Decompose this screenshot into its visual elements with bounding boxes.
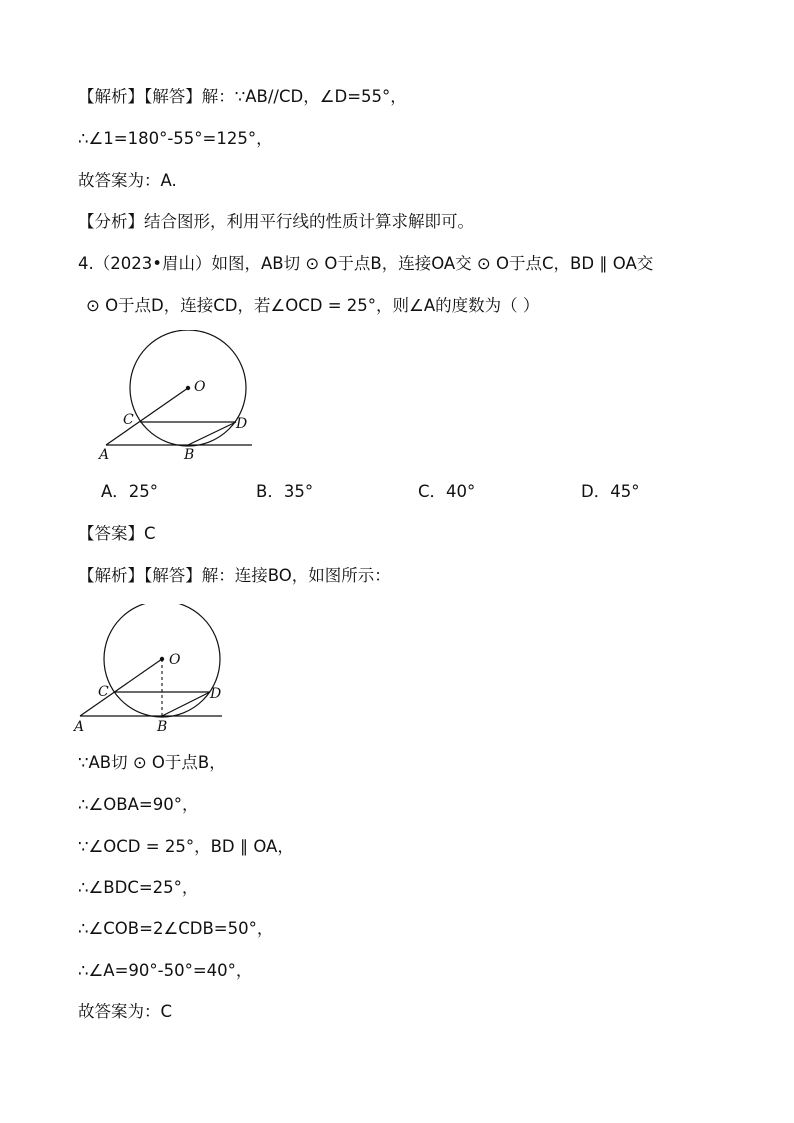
step-line: ∴∠A=90°-50°=40°， xyxy=(78,961,253,980)
analysis-line: 【解析】【解答】解：连接BO，如图所示： xyxy=(78,566,391,585)
label-c: C xyxy=(123,412,134,428)
step-line: ∴∠OBA=90°， xyxy=(78,795,199,814)
line-ao xyxy=(80,659,162,716)
step-line: ∵∠OCD = 25°，BD ∥ OA， xyxy=(78,837,294,856)
point-o xyxy=(186,386,190,390)
line-bd xyxy=(188,422,236,445)
label-d: D xyxy=(236,416,248,432)
label-c: C xyxy=(98,684,109,700)
choice-b: B．35° xyxy=(256,482,314,501)
choice-c: C．40° xyxy=(418,482,476,501)
choice-d: D．45° xyxy=(581,482,640,501)
label-b: B xyxy=(157,719,168,735)
label-o: O xyxy=(169,652,181,668)
choices-row xyxy=(0,481,794,503)
step-line: ∴∠COB=2∠CDB=50°， xyxy=(78,919,274,938)
label-o: O xyxy=(194,379,206,395)
choice-a: A．25° xyxy=(101,482,159,501)
text-line: ∴∠1=180°-55°=125°， xyxy=(78,129,273,148)
label-d: D xyxy=(210,686,222,702)
label-a: A xyxy=(74,719,85,735)
geometry-figure-1 xyxy=(96,330,266,465)
step-line: 故答案为：C xyxy=(78,1002,173,1021)
step-line: ∵AB切 ⊙ O于点B， xyxy=(78,753,226,772)
answer-line: 【答案】C xyxy=(78,524,156,543)
text-line: 【解析】【解答】解：∵AB//CD，∠D=55°， xyxy=(78,87,407,106)
point-o xyxy=(160,657,164,661)
text-line: 【分析】结合图形，利用平行线的性质计算求解即可。 xyxy=(78,212,474,231)
geometry-figure-2 xyxy=(70,604,240,739)
label-a: A xyxy=(99,447,110,463)
question-line: 4.（2023•眉山）如图，AB切 ⊙ O于点B，连接OA交 ⊙ O于点C，BD ∥ OA交 xyxy=(78,254,654,273)
step-line: ∴∠BDC=25°， xyxy=(78,878,199,897)
label-b: B xyxy=(184,447,195,463)
question-line: ⊙ O于点D，连接CD，若∠OCD = 25°，则∠A的度数为（ ） xyxy=(86,296,540,315)
text-line: 故答案为：A. xyxy=(78,171,177,190)
line-ao xyxy=(106,388,188,445)
